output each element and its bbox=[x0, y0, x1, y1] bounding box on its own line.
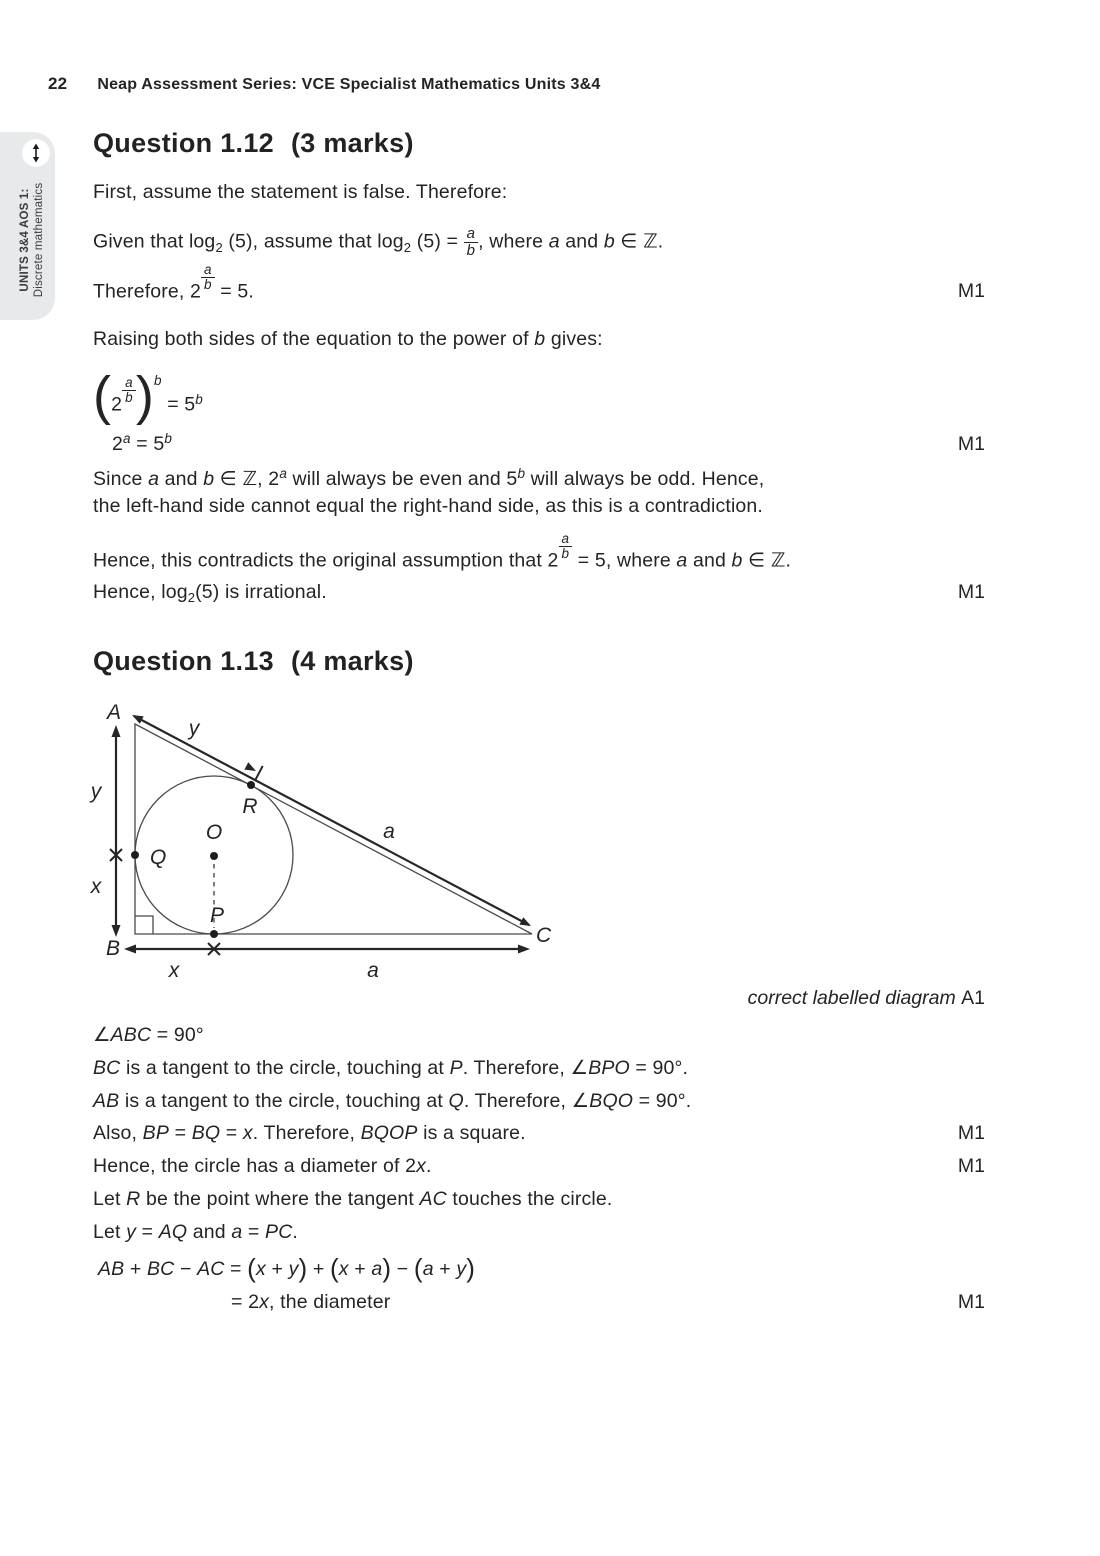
solution-line-irrational: Hence, $\log_2(5)$ is irrational. bbox=[93, 581, 327, 605]
solution-line-since-2: the left-hand side cannot equal the right-hand side, as this is a contradiction. bbox=[93, 495, 763, 517]
page-number: 22 bbox=[48, 74, 68, 93]
header-title: Neap Assessment Series: VCE Specialist Mathematics Units 3&4 bbox=[97, 76, 601, 93]
mark-m1: M1 bbox=[957, 1155, 985, 1177]
label-bottom-x: x bbox=[168, 959, 180, 982]
tick-mark bbox=[255, 766, 262, 780]
arrowhead bbox=[518, 945, 530, 954]
mark-m1: M1 bbox=[957, 1122, 985, 1144]
question-1-12-heading bbox=[93, 128, 414, 159]
point-R-dot bbox=[247, 781, 255, 789]
label-left-y: y bbox=[90, 780, 102, 803]
point-Q-dot bbox=[131, 851, 139, 859]
label-left-x: x bbox=[90, 875, 102, 898]
solution-line-raising: Raising both sides of the equation to the power of b gives: bbox=[93, 328, 603, 350]
solution-eq-2x-diameter: = 2x, the diameter bbox=[231, 1291, 391, 1313]
solution-eq-ab-bc-ac: AB + BC − AC = (x + y) + (x + a) − (a + y) bbox=[98, 1253, 476, 1283]
solution-line-ab-tangent: AB is a tangent to the circle, touching at Q. Therefore, ∠BQO = 90°. bbox=[93, 1090, 692, 1112]
label-hyp-y: y bbox=[188, 717, 200, 740]
label-R: R bbox=[242, 795, 258, 818]
label-P: P bbox=[209, 904, 225, 927]
arrowhead bbox=[519, 917, 531, 926]
solution-line-therefore: Therefore, 2 $\frac{a}{b}$ = 5. bbox=[93, 262, 254, 303]
solution-line-let-y-a: Let y = AQ and a = PC. bbox=[93, 1221, 298, 1243]
solution-eq-power-b: (2 $\frac{a}{b}$ )$^b = 5^b$ bbox=[93, 365, 203, 426]
mark-m1: M1 bbox=[957, 1291, 985, 1313]
solution-line-let-r: Let R be the point where the tangent AC touches the circle. bbox=[93, 1188, 613, 1210]
sidebar-tab-line2: Discrete mathematics bbox=[33, 182, 45, 298]
label-bottom-a: a bbox=[367, 959, 379, 982]
mark-m1: M1 bbox=[957, 581, 985, 603]
arrowhead bbox=[112, 925, 121, 937]
sidebar-tab-line1: UNITS 3&4 AOS 1: bbox=[19, 188, 31, 292]
question-1-12-title: Question 1.12 bbox=[93, 128, 274, 158]
solution-eq-2a-5b: $2^a = 5^b$ bbox=[112, 431, 173, 455]
point-O-dot bbox=[210, 852, 218, 860]
mark-m1: M1 bbox=[957, 433, 985, 455]
solution-line-square: Also, BP = BQ = x. Therefore, BQOP is a square. bbox=[93, 1122, 526, 1144]
label-O: O bbox=[205, 821, 223, 844]
diagram-caption: correct labelled diagram A1 bbox=[747, 987, 985, 1009]
solution-line-assume-false: First, assume the statement is false. Therefore: bbox=[93, 181, 508, 203]
solution-line-since-1: Since a and b ∈ ℤ, 2$^a$ will always be even and 5$^b$ will always be odd. Hence, bbox=[93, 466, 765, 490]
mark-m1: M1 bbox=[957, 280, 985, 302]
arrowhead bbox=[124, 945, 136, 954]
label-B: B bbox=[105, 937, 121, 960]
label-Q: Q bbox=[150, 846, 167, 869]
solution-line-diameter: Hence, the circle has a diameter of 2x. bbox=[93, 1155, 432, 1177]
solution-line-bc-tangent: BC is a tangent to the circle, touching at P. Therefore, ∠BPO = 90°. bbox=[93, 1057, 689, 1079]
page-header bbox=[48, 74, 600, 94]
arrowhead bbox=[112, 725, 121, 737]
label-C: C bbox=[536, 924, 552, 947]
sidebar-tab-label bbox=[18, 160, 48, 320]
arrowhead bbox=[244, 762, 256, 771]
question-1-12-marks: (3 marks) bbox=[290, 128, 414, 158]
arrowhead bbox=[132, 715, 144, 724]
point-P-dot bbox=[210, 930, 218, 938]
label-hyp-a: a bbox=[383, 820, 395, 843]
triangle-incircle-diagram bbox=[80, 692, 580, 992]
sidebar-tab bbox=[0, 132, 55, 320]
question-1-13-marks: (4 marks) bbox=[290, 646, 414, 676]
question-1-13-heading bbox=[93, 646, 414, 677]
right-angle-mark bbox=[135, 916, 153, 934]
hypotenuse-measure-line bbox=[134, 716, 529, 925]
question-1-13-title: Question 1.13 bbox=[93, 646, 274, 676]
solution-line-given: Given that $\log_2 (5)$, assume that $\log_2 (5)$ = $\frac{a}{b}$ , where a and b ∈ ℤ. bbox=[93, 225, 664, 259]
solution-line-contradiction: Hence, this contradicts the original assumption that 2 $\frac{a}{b}$ = 5, where a and b ∈ ℤ. bbox=[93, 531, 792, 572]
solution-line-angle-abc: ∠ABC = 90° bbox=[93, 1024, 204, 1046]
label-A: A bbox=[106, 701, 122, 724]
triangle-outline bbox=[135, 724, 532, 934]
